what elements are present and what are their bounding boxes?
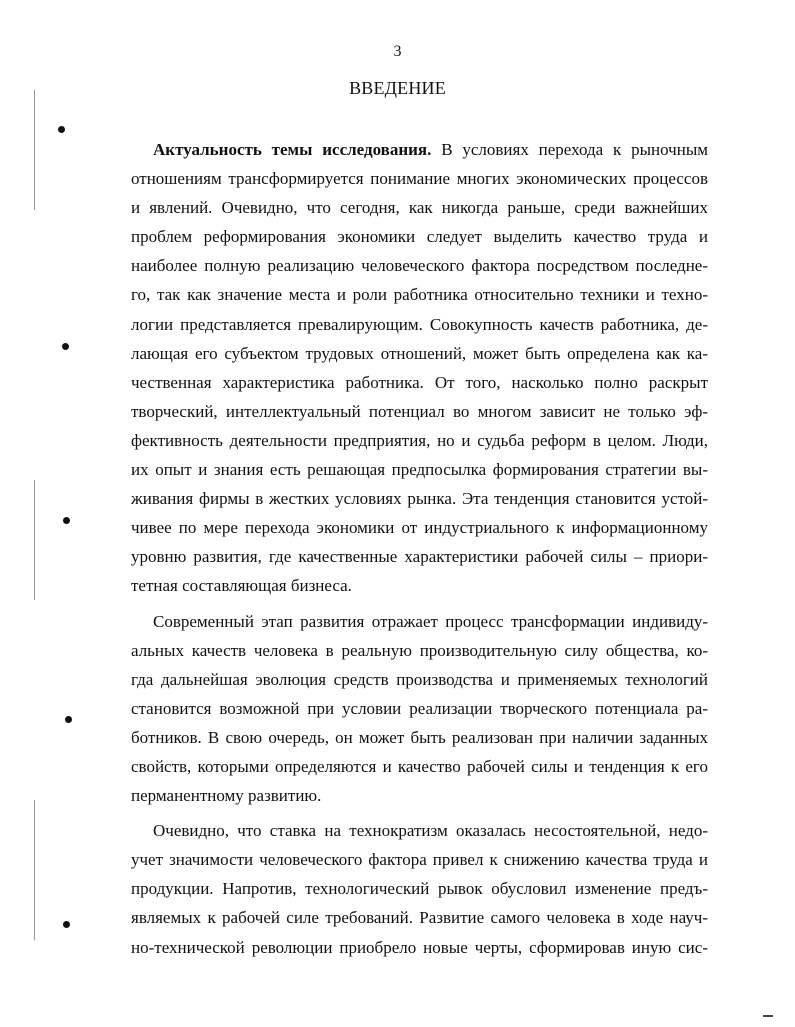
text-line: уровню развития, где качественные характеристики рабочей силы – приори- — [131, 547, 708, 567]
text-line: тетная составляющая бизнеса. — [131, 576, 352, 596]
binder-hole-mark — [62, 343, 69, 350]
binder-hole-mark — [63, 517, 70, 524]
text-line: логии представляется превалирующим. Совокупность качеств работника, де- — [131, 314, 708, 334]
text-line: проблем реформирования экономики следует выделить качество труда и — [131, 227, 708, 247]
text-line: и явлений. Очевидно, что сегодня, как никогда раньше, среди важнейших — [131, 198, 708, 218]
text-line: отношениям трансформируется понимание многих экономических процессов — [131, 169, 708, 189]
page-number: 3 — [393, 43, 402, 60]
text-line: являемых к рабочей силе требований. Развитие самого человека в ходе науч- — [131, 908, 708, 928]
text-line: чественная характеристика работника. От того, насколько полно раскрыт — [131, 372, 708, 392]
text-line: Современный этап развития отражает процесс трансформации индивиду- — [153, 611, 708, 631]
lead-rest: В условиях перехода к рыночным — [431, 140, 709, 159]
text-line: перманентному развитию. — [131, 786, 322, 806]
document-body — [131, 135, 708, 962]
text-line: живания фирмы в жестких условиях рынка. Эта тенденция становится устой- — [131, 489, 708, 509]
binder-hole-mark — [65, 716, 72, 723]
text-line: Очевидно, что ставка на технократизм оказалась несостоятельной, недо- — [153, 821, 708, 841]
text-line: но-технической революции приобрело новые черты, сформировав иную сис- — [131, 937, 708, 957]
text-line: продукции. Напротив, технологический рывок обусловил изменение предъ- — [131, 879, 708, 899]
text-line: ботников. В свою очередь, он может быть реализован при наличии заданных — [131, 727, 708, 747]
paragraph-2 — [131, 607, 708, 811]
corner-mark — [763, 1015, 773, 1017]
margin-rule — [34, 90, 35, 210]
text-line: альных качеств человека в реальную производительную силу общества, ко- — [131, 640, 708, 660]
text-line: свойств, которыми определяются и качество рабочей силы и тенденция к его — [131, 756, 708, 776]
margin-rule — [34, 480, 35, 600]
text-line: учет значимости человеческого фактора привел к снижению качества труда и — [131, 850, 708, 870]
text-line — [131, 135, 708, 164]
paragraph-1 — [131, 135, 708, 601]
text-line: их опыт и знания есть решающая предпосылка формирования стратегии вы- — [131, 460, 708, 480]
text-line: го, так как значение места и роли работника относительно техники и техно- — [131, 285, 708, 305]
text-line: фективность деятельности предприятия, но и судьба реформ в целом. Люди, — [131, 430, 708, 450]
binder-hole-mark — [63, 921, 70, 928]
margin-rule — [34, 800, 35, 940]
text-line: становится возможной при условии реализации творческого потенциала ра- — [131, 698, 708, 718]
bold-lead: Актуальность темы исследования. — [153, 140, 432, 159]
page-heading: ВВЕДЕНИЕ — [349, 78, 446, 98]
text-line: чивее по мере перехода экономики от индустриального к информационному — [131, 518, 708, 538]
text-line: гда дальнейшая эволюция средств производства и применяемых технологий — [131, 669, 708, 689]
text-line: лающая его субъектом трудовых отношений, может быть определена как ка- — [131, 343, 708, 363]
binder-hole-mark — [58, 126, 65, 133]
text-line: творческий, интеллектуальный потенциал во многом зависит не только эф- — [131, 401, 708, 421]
text-line: наиболее полную реализацию человеческого фактора посредством последне- — [131, 256, 708, 276]
paragraph-3 — [131, 816, 708, 961]
